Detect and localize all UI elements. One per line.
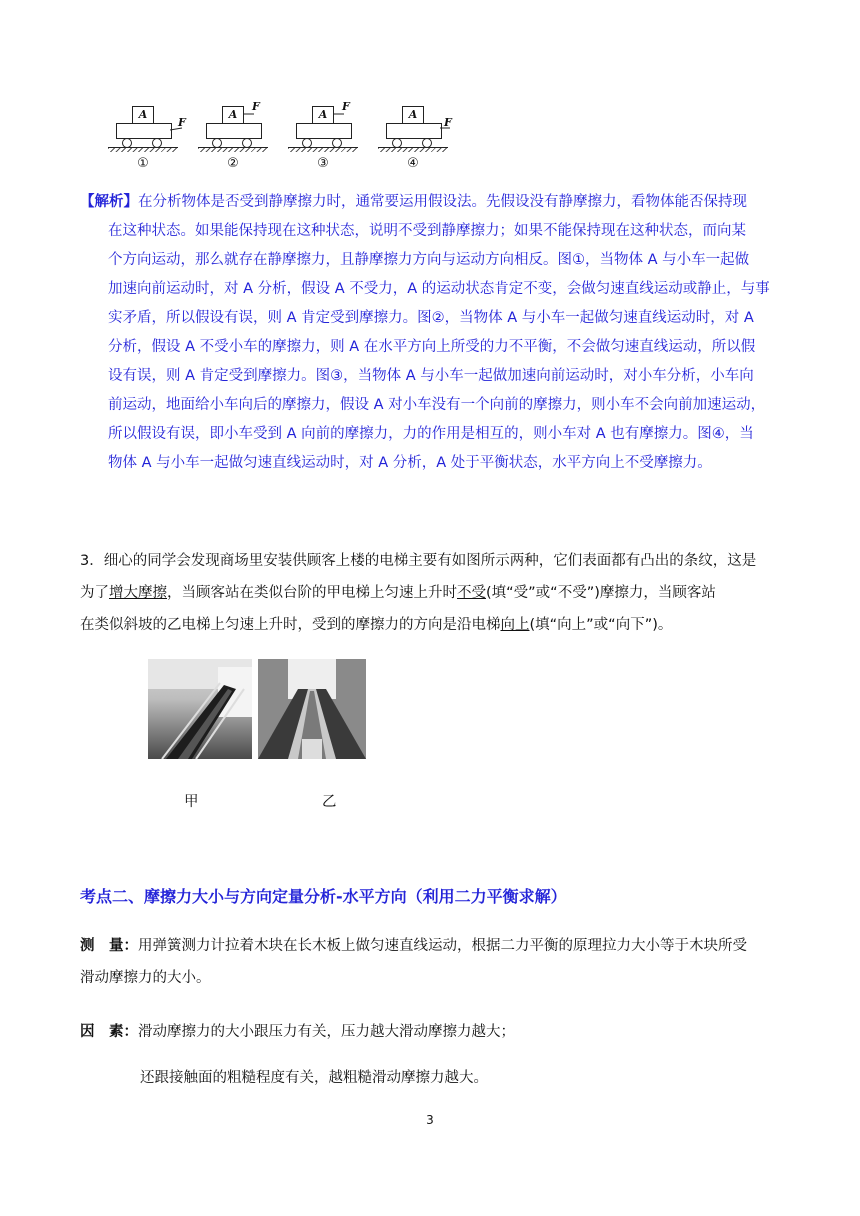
cart-figure-1: [108, 104, 190, 176]
block-a: A: [132, 106, 154, 124]
factor-item: 因 素：滑动摩擦力的大小跟压力有关，压力越大滑动摩擦力越大；: [80, 1024, 515, 1040]
block-a: A: [312, 106, 334, 124]
question-line: 在类似斜坡的乙电梯上匀速上升时，受到的摩擦力的方向是沿电梯向上(填“向上”或“向下”)。: [80, 617, 673, 633]
question-line: 为了增大摩擦，当顾客站在类似台阶的甲电梯上匀速上升时不受(填“受”或“不受”)摩擦力，当顾客站: [80, 585, 716, 601]
escalator-stairs-photo: [148, 659, 252, 759]
moving-walkway-photo: [258, 659, 366, 759]
question-line: 3．细心的同学会发现商场里安装供顾客上楼的电梯主要有如图所示两种，它们表面都有凸出的条纹，这是: [80, 553, 757, 569]
force-label: F: [252, 100, 260, 113]
cart-figures: [108, 100, 453, 176]
analysis-line: 实矛盾，所以假设有误，则 A 肯定受到摩擦力。图②，当物体 A 与小车一起做匀速直线运动时，对 A: [108, 310, 754, 326]
analysis-line: 加速向前运动时，对 A 分析，假设 A 不受力，A 的运动状态肯定不变，会做匀速直线运动或静止，与事: [108, 281, 770, 297]
ground: [108, 147, 178, 152]
analysis-tag: 【解析】: [80, 194, 138, 210]
cart-bed: [116, 123, 172, 139]
figure-number: ③: [317, 156, 329, 171]
ground: [288, 147, 358, 152]
analysis-line: 前运动，地面给小车向后的摩擦力，假设 A 对小车没有一个向前的摩擦力，则小车不会向前加速运动，: [108, 397, 766, 413]
caption-jia: 甲: [184, 794, 199, 810]
figure-number: ②: [227, 156, 239, 171]
force-label: F: [342, 100, 350, 113]
factor-label: 因 素：: [80, 1024, 138, 1040]
analysis-line: 【解析】在分析物体是否受到静摩擦力时，通常要运用假设法。先假设没有静摩擦力，看物体能否保持现: [80, 194, 747, 210]
section-heading: 考点二、摩擦力大小与方向定量分析-水平方向（利用二力平衡求解）: [80, 887, 567, 906]
measure-item: 测 量：用弹簧测力计拉着木块在长木板上做匀速直线运动，根据二力平衡的原理拉力大小等于木块所受 滑动摩擦力的大小。: [80, 938, 747, 986]
block-a: A: [402, 106, 424, 124]
cart-figure-2: [198, 100, 280, 176]
cart-figure-3: [288, 100, 370, 176]
analysis-line: 分析，假设 A 不受小车的摩擦力，则 A 在水平方向上所受的力不平衡，不会做匀速直线运动，所以假: [108, 339, 756, 355]
answer-blank: 增大摩擦: [109, 585, 167, 601]
figure-number: ④: [407, 156, 419, 171]
cart-bed: [296, 123, 352, 139]
measure-label: 测 量：: [80, 938, 138, 954]
cart-bed: [206, 123, 262, 139]
caption-yi: 乙: [322, 794, 337, 810]
answer-blank: 不受: [457, 585, 486, 601]
cart-figure-4: [378, 104, 460, 176]
analysis-line: 在这种状态。如果能保持现在这种状态，说明不受到静摩擦力；如果不能保持现在这种状态，而向某: [108, 223, 746, 239]
force-label: F: [178, 116, 186, 129]
factor-item-continued: 还跟接触面的粗糙程度有关，越粗糙滑动摩擦力越大。: [140, 1070, 488, 1086]
block-a: A: [222, 106, 244, 124]
page-number: 3: [426, 1113, 434, 1127]
ground: [378, 147, 448, 152]
answer-blank: 向上: [500, 617, 530, 633]
analysis-line: 物体 A 与小车一起做匀速直线运动时，对 A 分析，A 处于平衡状态，水平方向上不受摩擦力。: [108, 455, 712, 471]
analysis-line: 个方向运动，那么就存在静摩擦力，且静摩擦力方向与运动方向相反。图①，当物体 A 与小车一起做: [108, 252, 750, 268]
analysis-line: 设有误，则 A 肯定受到摩擦力。图③，当物体 A 与小车一起做加速向前运动时，对小车分析，小车向: [108, 368, 754, 384]
ground: [198, 147, 268, 152]
cart-bed: [386, 123, 442, 139]
question-3: [80, 545, 790, 641]
force-label: F: [444, 116, 452, 129]
analysis-paragraph: [80, 188, 790, 478]
analysis-line: 所以假设有误，即小车受到 A 向前的摩擦力，力的作用是相互的，则小车对 A 也有摩擦力。图④，当: [108, 426, 754, 442]
figure-number: ①: [137, 156, 149, 171]
